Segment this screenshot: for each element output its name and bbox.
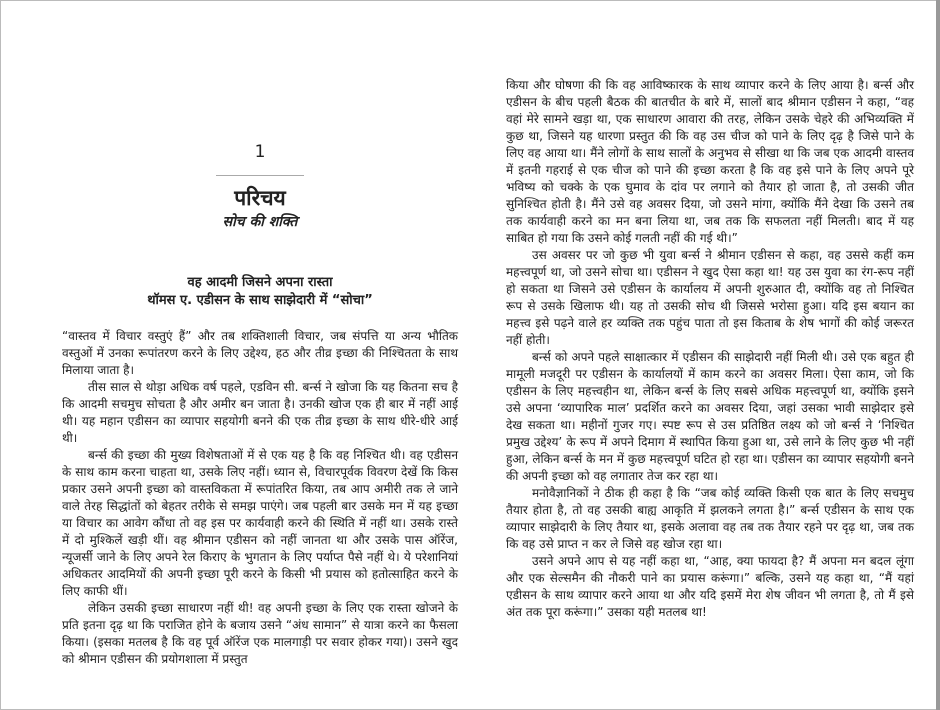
paragraph: उस अवसर पर जो कुछ भी युवा बर्न्स ने श्रीमान एडीसन से कहा, वह उससे कहीं कम महत्त्वपूर्ण था, जो उसने सोचा था। एडीसन ने खुद ऐसा कहा था! यह उस युवा का रंग-रूप नहीं हो सकता था जिसने उसे एडीसन के कार्यालय में अपनी शुरुआत दी, क्योंकि वह तो निश्चित रूप से उसके खिलाफ थी। यह तो उसकी सोच थी जिससे भरोसा हुआ। यदि इस बयान का महत्त्व इसे पढ़ने वाले हर व्यक्ति तक पहुंच पाता तो इस किताब के शेष भागों की कोई जरूरत नहीं होती। (506, 248, 914, 347)
paragraph: “वास्तव में विचार वस्तुएं हैं” और तब शक्तिशाली विचार, जब संपत्ति या अन्य भौतिक वस्तुओं में उनका रूपांतरण करने के लिए उद्देश्य, हठ और तीव्र इच्छा की निश्चितता के साथ मिलाया जाता है। (62, 329, 458, 377)
paragraph: बर्न्स की इच्छा की मुख्य विशेषताओं में से एक यह है कि वह निश्चित थी। वह एडीसन के साथ काम करना चाहता था, उसके लिए नहीं। ध्यान से, विचारपूर्वक विवरण देखें कि किस प्रकार उसने अपनी इच्छा को वास्तविकता में रूपांतरित किया, तब आप अमीरी तक ले जाने वाले तेरह सिद्धांतों को बेहतर तरीके से समझ पाएंगे। जब पहली बार उसके मन में यह इच्छा या विचार का आवेग कौंधा तो वह इस पर कार्यवाही करने की स्थिति में नहीं था। उसके रास्ते में दो मुश्किलें खड़ी थीं। वह श्रीमान एडीसन को नहीं जानता था और उसके पास ऑरेंज, न्यूजर्सी जाने के लिए अपने रेल किराए के भुगतान के लिए पर्याप्त पैसे नहीं थे। ये परेशानियां अधिकतर आदमियों की अपनी इच्छा पूरी करने के किसी भी प्रयास को हतोत्साहित करने के लिए काफी थीं। (62, 448, 458, 598)
paragraph: तीस साल से थोड़ा अधिक वर्ष पहले, एडविन सी. बर्न्स ने खोजा कि यह कितना सच है कि आदमी सचमुच सोचता है और अमीर बन जाता है। उनकी खोज एक ही बार में नहीं आई थी। यह महान एडीसन का व्यापार सहयोगी बनने की एक तीव्र इच्छा के साथ धीरे-धीरे आई थी। (62, 380, 458, 445)
section-heading (62, 274, 458, 310)
paragraph: उसने अपने आप से यह नहीं कहा था, “आह, क्या फायदा है? मैं अपना मन बदल लूंगा और एक सेल्समैन की नौकरी पाने का प्रयास करूंगा।” बल्कि, उसने यह कहा था, “मैं यहां एडीसन के साथ व्यापार करने आया था और यदि इसमें मेरा शेष जीवन भी लगता है, तो मैं इसे अंत तक पूरा करूंगा।” उसका यही मतलब था! (506, 554, 914, 619)
book-edge (936, 0, 940, 710)
paragraph: लेकिन उसकी इच्छा साधारण नहीं थी! वह अपनी इच्छा के लिए एक रास्ता खोजने के प्रति इतना दृढ़ था कि पराजित होने के बजाय उसने “अंध सामान” से यात्रा करने का फैसला किया। (इसका मतलब है कि वह पूर्व ऑरेंज एक मालगाड़ी पर सवार होकर गया)। उसने खुद को श्रीमान एडीसन की प्रयोगशाला में प्रस्तुत (62, 601, 458, 666)
chapter-divider (216, 175, 304, 176)
section-heading-line: वह आदमी जिसने अपना रास्ता (187, 275, 333, 290)
left-page (62, 140, 458, 668)
chapter-number: 1 (254, 142, 266, 162)
section-heading-line: थॉमस ए. एडीसन के साथ साझेदारी में “सोचा” (147, 293, 373, 308)
paragraph: मनोवैज्ञानिकों ने ठीक ही कहा है कि “जब कोई व्यक्ति किसी एक बात के लिए सचमुच तैयार होता है, तो वह उसकी बाह्य आकृति में झलकने लगता है।” बर्न्स एडीसन के साथ एक व्यापार साझेदारी के लिए तैयार था, इसके अलावा वह तब तक तैयार रहने पर दृढ़ था, जब तक कि वह उसे प्राप्त न कर ले जिसे वह खोज रहा था। (506, 486, 914, 551)
paragraph: बर्न्स को अपने पहले साक्षात्कार में एडीसन की साझेदारी नहीं मिली थी। उसे एक बहुत ही मामूली मजदूरी पर एडीसन के कार्यालयों में काम करने का अवसर मिला। ऐसा काम, जो कि एडीसन के लिए महत्त्वहीन था, लेकिन बर्न्स के लिए सबसे अधिक महत्त्वपूर्ण था, क्योंकि इसने उसे अपना ‘व्यापारिक माल’ प्रदर्शित करने का अवसर दिया, जहां उसका भावी साझेदार इसे देख सकता था। महीनों गुजर गए। स्पष्ट रूप से उस प्रतिष्ठित लक्ष्य को जो बर्न्स ने ‘निश्चित प्रमुख उद्देश्य’ के रूप में अपने दिमाग में स्थापित किया हुआ था, उसे लाने के लिए कुछ भी नहीं हुआ, लेकिन बर्न्स के मन में कुछ महत्त्वपूर्ण घटित हो रहा था। एडीसन का व्यापार सहयोगी बनने की अपनी इच्छा को वह लगातार तेज कर रहा था। (506, 350, 914, 483)
paragraph: किया और घोषणा की कि वह आविष्कारक के साथ व्यापार करने के लिए आया है। बर्न्स और एडीसन के बीच पहली बैठक की बातचीत के बारे में, सालों बाद श्रीमान एडीसन ने कहा, “वह वहां मेरे सामने खड़ा था, एक साधारण आवारा की तरह, लेकिन उसके चेहरे की अभिव्यक्ति में कुछ था, जिसने यह धारणा प्रस्तुत की कि वह उस चीज को पाने के लिए दृढ़ है जिसे पाने के लिए वह आया था। मैंने लोगों के साथ सालों के अनुभव से सीखा था कि जब एक आदमी वास्तव में इतनी गहराई से एक चीज को पाने की इच्छा करता है कि वह इसे पाने के लिए अपने पूरे भविष्य को चक्के के एक घुमाव के दांव पर लगाने को तैयार हो जाता है, तो उसकी जीत सुनिश्चित होती है। मैंने उसे वह अवसर दिया, जो उसने मांगा, क्योंकि मैंने देखा कि उसने तब तक कार्यवाही करने का मन बना लिया था, जब तक कि सफलता नहीं मिलती। बाद में यह साबित हो गया कि उसने कोई गलती नहीं की गई थी।” (506, 78, 914, 245)
chapter-title: परिचय (234, 186, 286, 210)
right-page (506, 77, 914, 621)
chapter-subtitle: सोच की शक्ति (222, 214, 298, 230)
